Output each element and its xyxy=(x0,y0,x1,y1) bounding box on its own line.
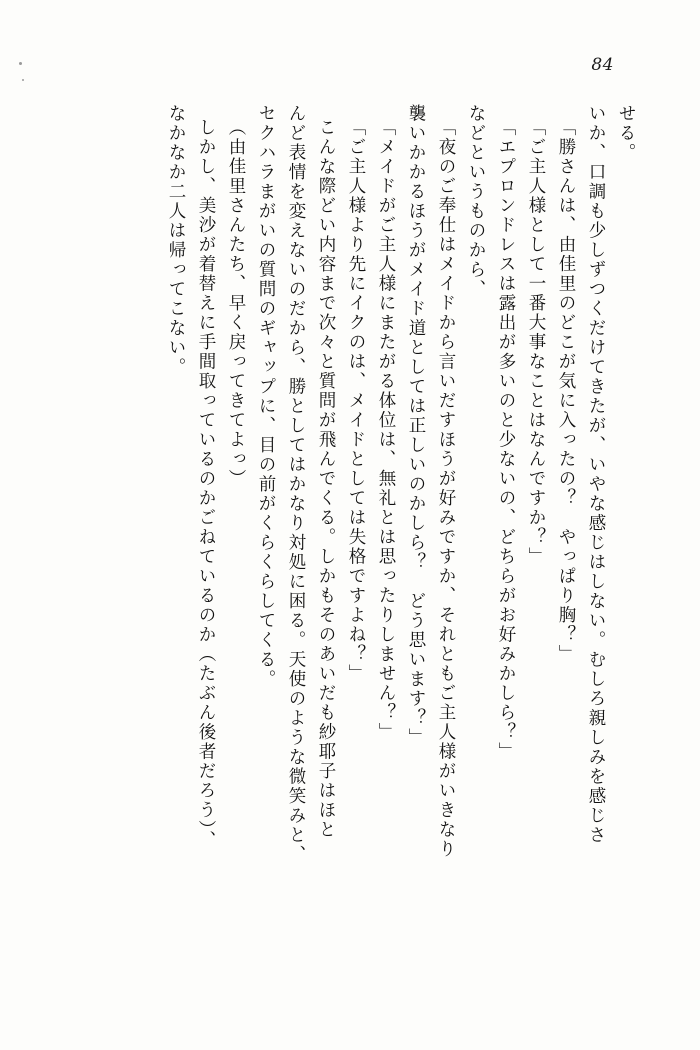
text-column: 「ご主人様として一番大事なことはなんですか？」 xyxy=(526,118,546,567)
text-column: 「エプロンドレスは露出が多いのと少ないの、どちらがお好みかしら？」 xyxy=(496,118,516,762)
text-column: （由佳里さんたち、早く戻ってきてよっ） xyxy=(226,118,246,489)
text-column: いか、口調も少しずつくだけてきたが、いやな感じはしない。むしろ親しみを感じさ xyxy=(586,104,606,845)
text-column: こんな際どい内容まで次々と質問が飛んでくる。しかもそのあいだも紗耶子はほと xyxy=(316,118,336,840)
text-column: 「夜のご奉仕はメイドから言いだすほうが好みですか、それともご主人様がいきなり xyxy=(436,118,456,859)
text-column: 「勝さんは、由佳里のどこが気に入ったの？ やっぱり胸？」 xyxy=(556,118,576,664)
text-column: 襲いかかるほうがメイド道としては正しいのかしら？ どう思います？」 xyxy=(406,104,426,748)
text-column: などというものから、 xyxy=(466,104,486,299)
scan-speck-icon xyxy=(22,79,24,81)
text-column: なかなか二人は帰ってこない。 xyxy=(166,104,186,377)
page-number: 84 xyxy=(591,55,614,75)
text-column: せる。 xyxy=(616,104,636,163)
text-column: 「メイドがご主人様にまたがる体位は、無礼とは思ったりしません？」 xyxy=(376,118,396,742)
text-column: しかし、美沙が着替えに手間取っているのかごねているのか（たぶん後者だろう）、 xyxy=(196,118,216,851)
text-column: んど表情を変えないのだから、勝としてはかなり対処に困る。天使のような微笑みと、 xyxy=(286,104,306,865)
text-column: 「ご主人様より先にイクのは、メイドとしては失格ですよね？」 xyxy=(346,118,366,684)
vertical-text-block xyxy=(60,104,634,984)
text-column: セクハラまがいの質問のギャップに、目の前がくらくらしてくる。 xyxy=(256,104,276,689)
scan-speck-icon xyxy=(19,62,22,65)
